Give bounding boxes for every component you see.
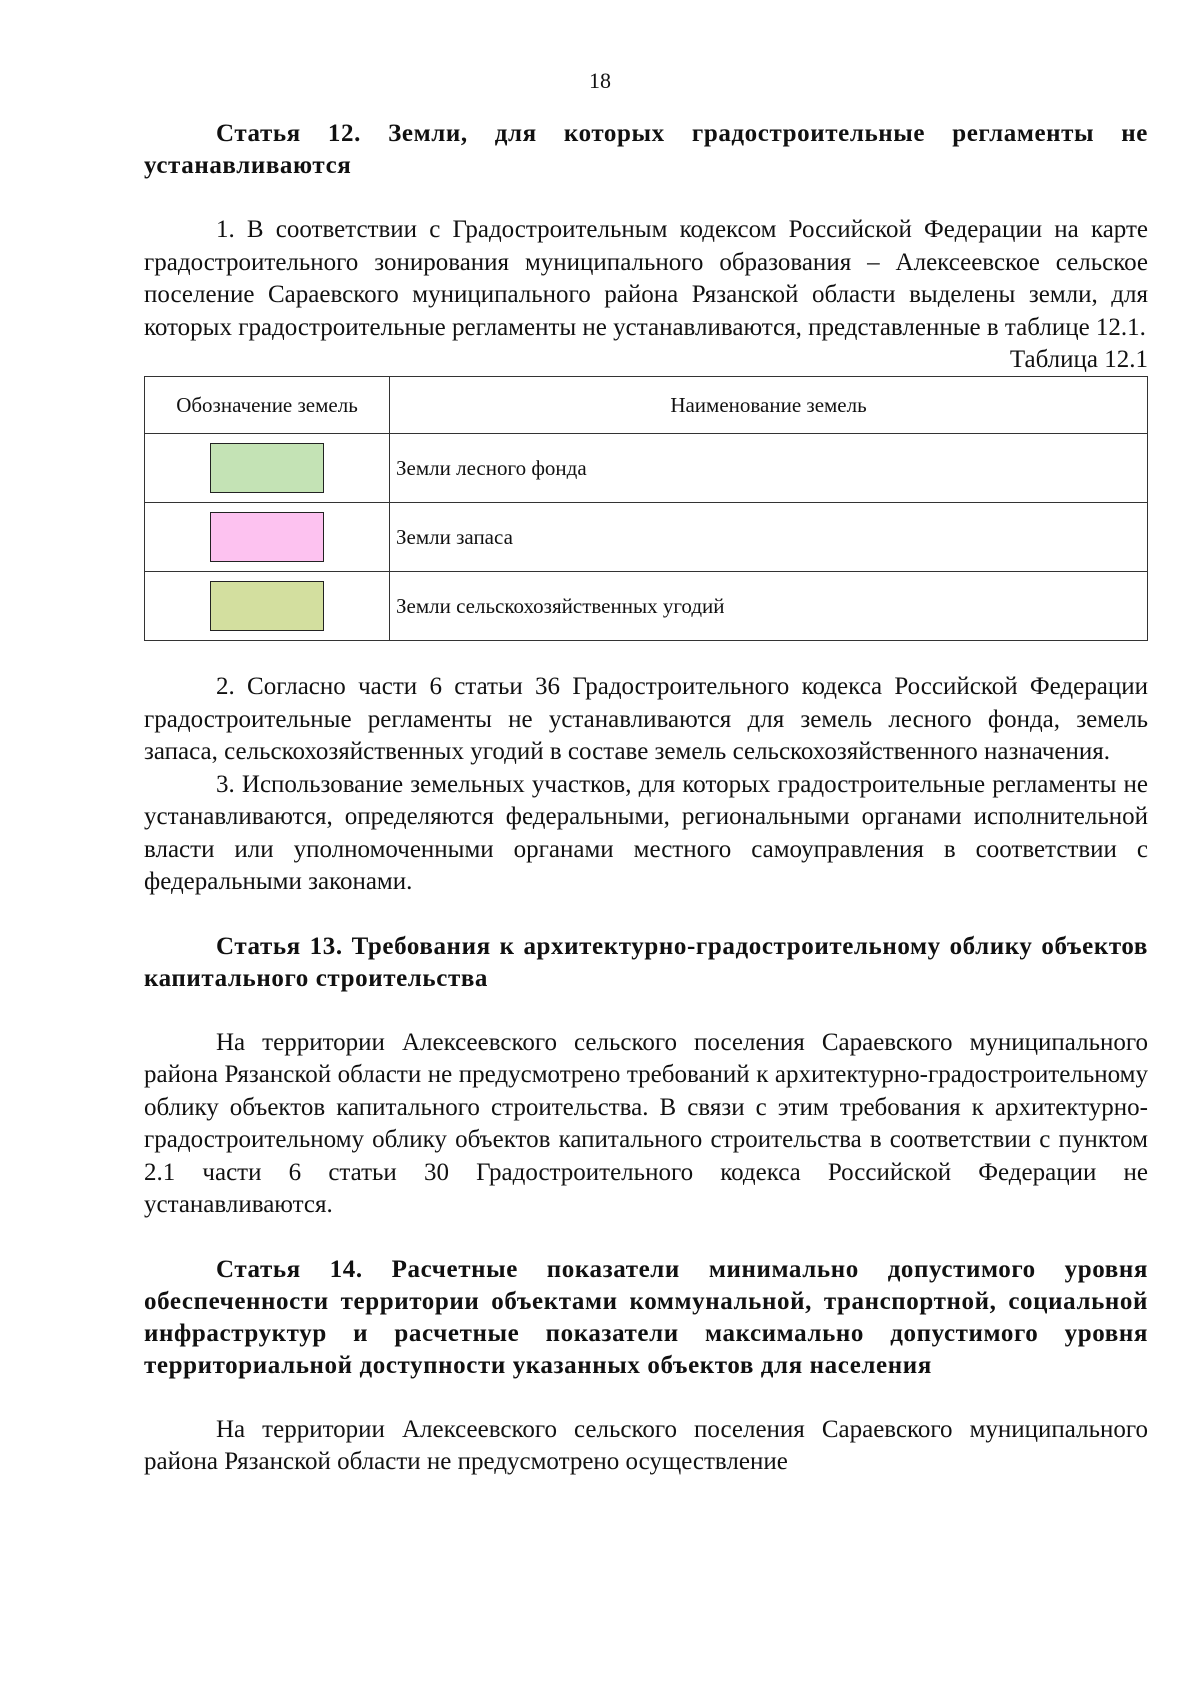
land-name-cell: Земли сельскохозяйственных угодий xyxy=(390,572,1148,641)
reserve-land-swatch xyxy=(210,512,324,562)
article-12-paragraph-3: 3. Использование земельных участков, для которых градостроительные регламенты не устанавливаются, определяются федеральными, региональными органами исполнительной власти или уполномоченными органами местного самоуправления в соответствии с федеральными законами. xyxy=(144,770,1148,895)
article-12-paragraph-1: 1. В соответствии с Градостроительным кодексом Российской Федерации на карте градостроительного зонирования муниципального образования – Алексеевское сельское поселение Сараевского муниципального района Рязанской области выделены земли, для которых градостроительные регламенты не устанавливаются, представленные в таблице 12.1. xyxy=(144,216,1148,341)
agricultural-land-swatch xyxy=(210,581,324,631)
spacer xyxy=(144,995,1148,1027)
spacer xyxy=(144,641,1148,671)
land-name-cell: Земли запаса xyxy=(390,503,1148,572)
header-land-name: Наименование земель xyxy=(390,377,1148,434)
lands-table-body xyxy=(145,434,1148,641)
page-number: 18 xyxy=(589,68,611,93)
article-13-paragraph-1: На территории Алексеевского сельского поселения Сараевского муниципального района Рязанской области не предусмотрено требований к архитектурно-градостроительному облику объектов капитального строительства. В связи с этим требования к архитектурно-градостроительному облику объектов капитального строительства в соответствии с пунктом 2.1 части 6 статьи 30 Градостроительного кодекса Российской Федерации не устанавливаются. xyxy=(144,1028,1148,1218)
spacer xyxy=(144,1382,1148,1414)
land-code-cell xyxy=(145,572,390,641)
article-14-paragraph-1: На территории Алексеевского сельского поселения Сараевского муниципального района Рязанской области не предусмотрено осуществление xyxy=(144,1415,1148,1475)
forest-land-swatch xyxy=(210,443,324,493)
land-code-cell xyxy=(145,503,390,572)
table-row xyxy=(145,434,1148,503)
article-14-heading: Статья 14. Расчетные показатели минимально допустимого уровня обеспеченности территории объектами коммунальной, транспортной, социальной инфраструктур и расчетные показатели максимально допустимого уровня территориальной доступности указанных объектов для населения xyxy=(144,1255,1148,1379)
article-12-heading: Статья 12. Земли, для которых градостроительные регламенты не устанавливаются xyxy=(144,120,1148,179)
article-12-paragraph-2: 2. Согласно части 6 статьи 36 Градостроительного кодекса Российской Федерации градостроительные регламенты не устанавливаются для земель лесного фонда, земель запаса, сельскохозяйственных угодий в составе земель сельскохозяйственного назначения. xyxy=(144,673,1148,765)
table-caption: Таблица 12.1 xyxy=(1009,346,1148,373)
article-13-heading: Статья 13. Требования к архитектурно-градостроительному облику объектов капитального строительства xyxy=(144,932,1148,992)
table-header-row xyxy=(145,377,1148,434)
spacer xyxy=(144,899,1148,931)
page-content xyxy=(144,118,1148,1479)
header-land-code: Обозначение земель xyxy=(145,377,390,434)
spacer xyxy=(144,182,1148,214)
spacer xyxy=(144,1222,1148,1254)
table-row xyxy=(145,503,1148,572)
land-name-cell: Земли лесного фонда xyxy=(390,434,1148,503)
lands-table xyxy=(144,376,1148,641)
table-row xyxy=(145,572,1148,641)
land-code-cell xyxy=(145,434,390,503)
